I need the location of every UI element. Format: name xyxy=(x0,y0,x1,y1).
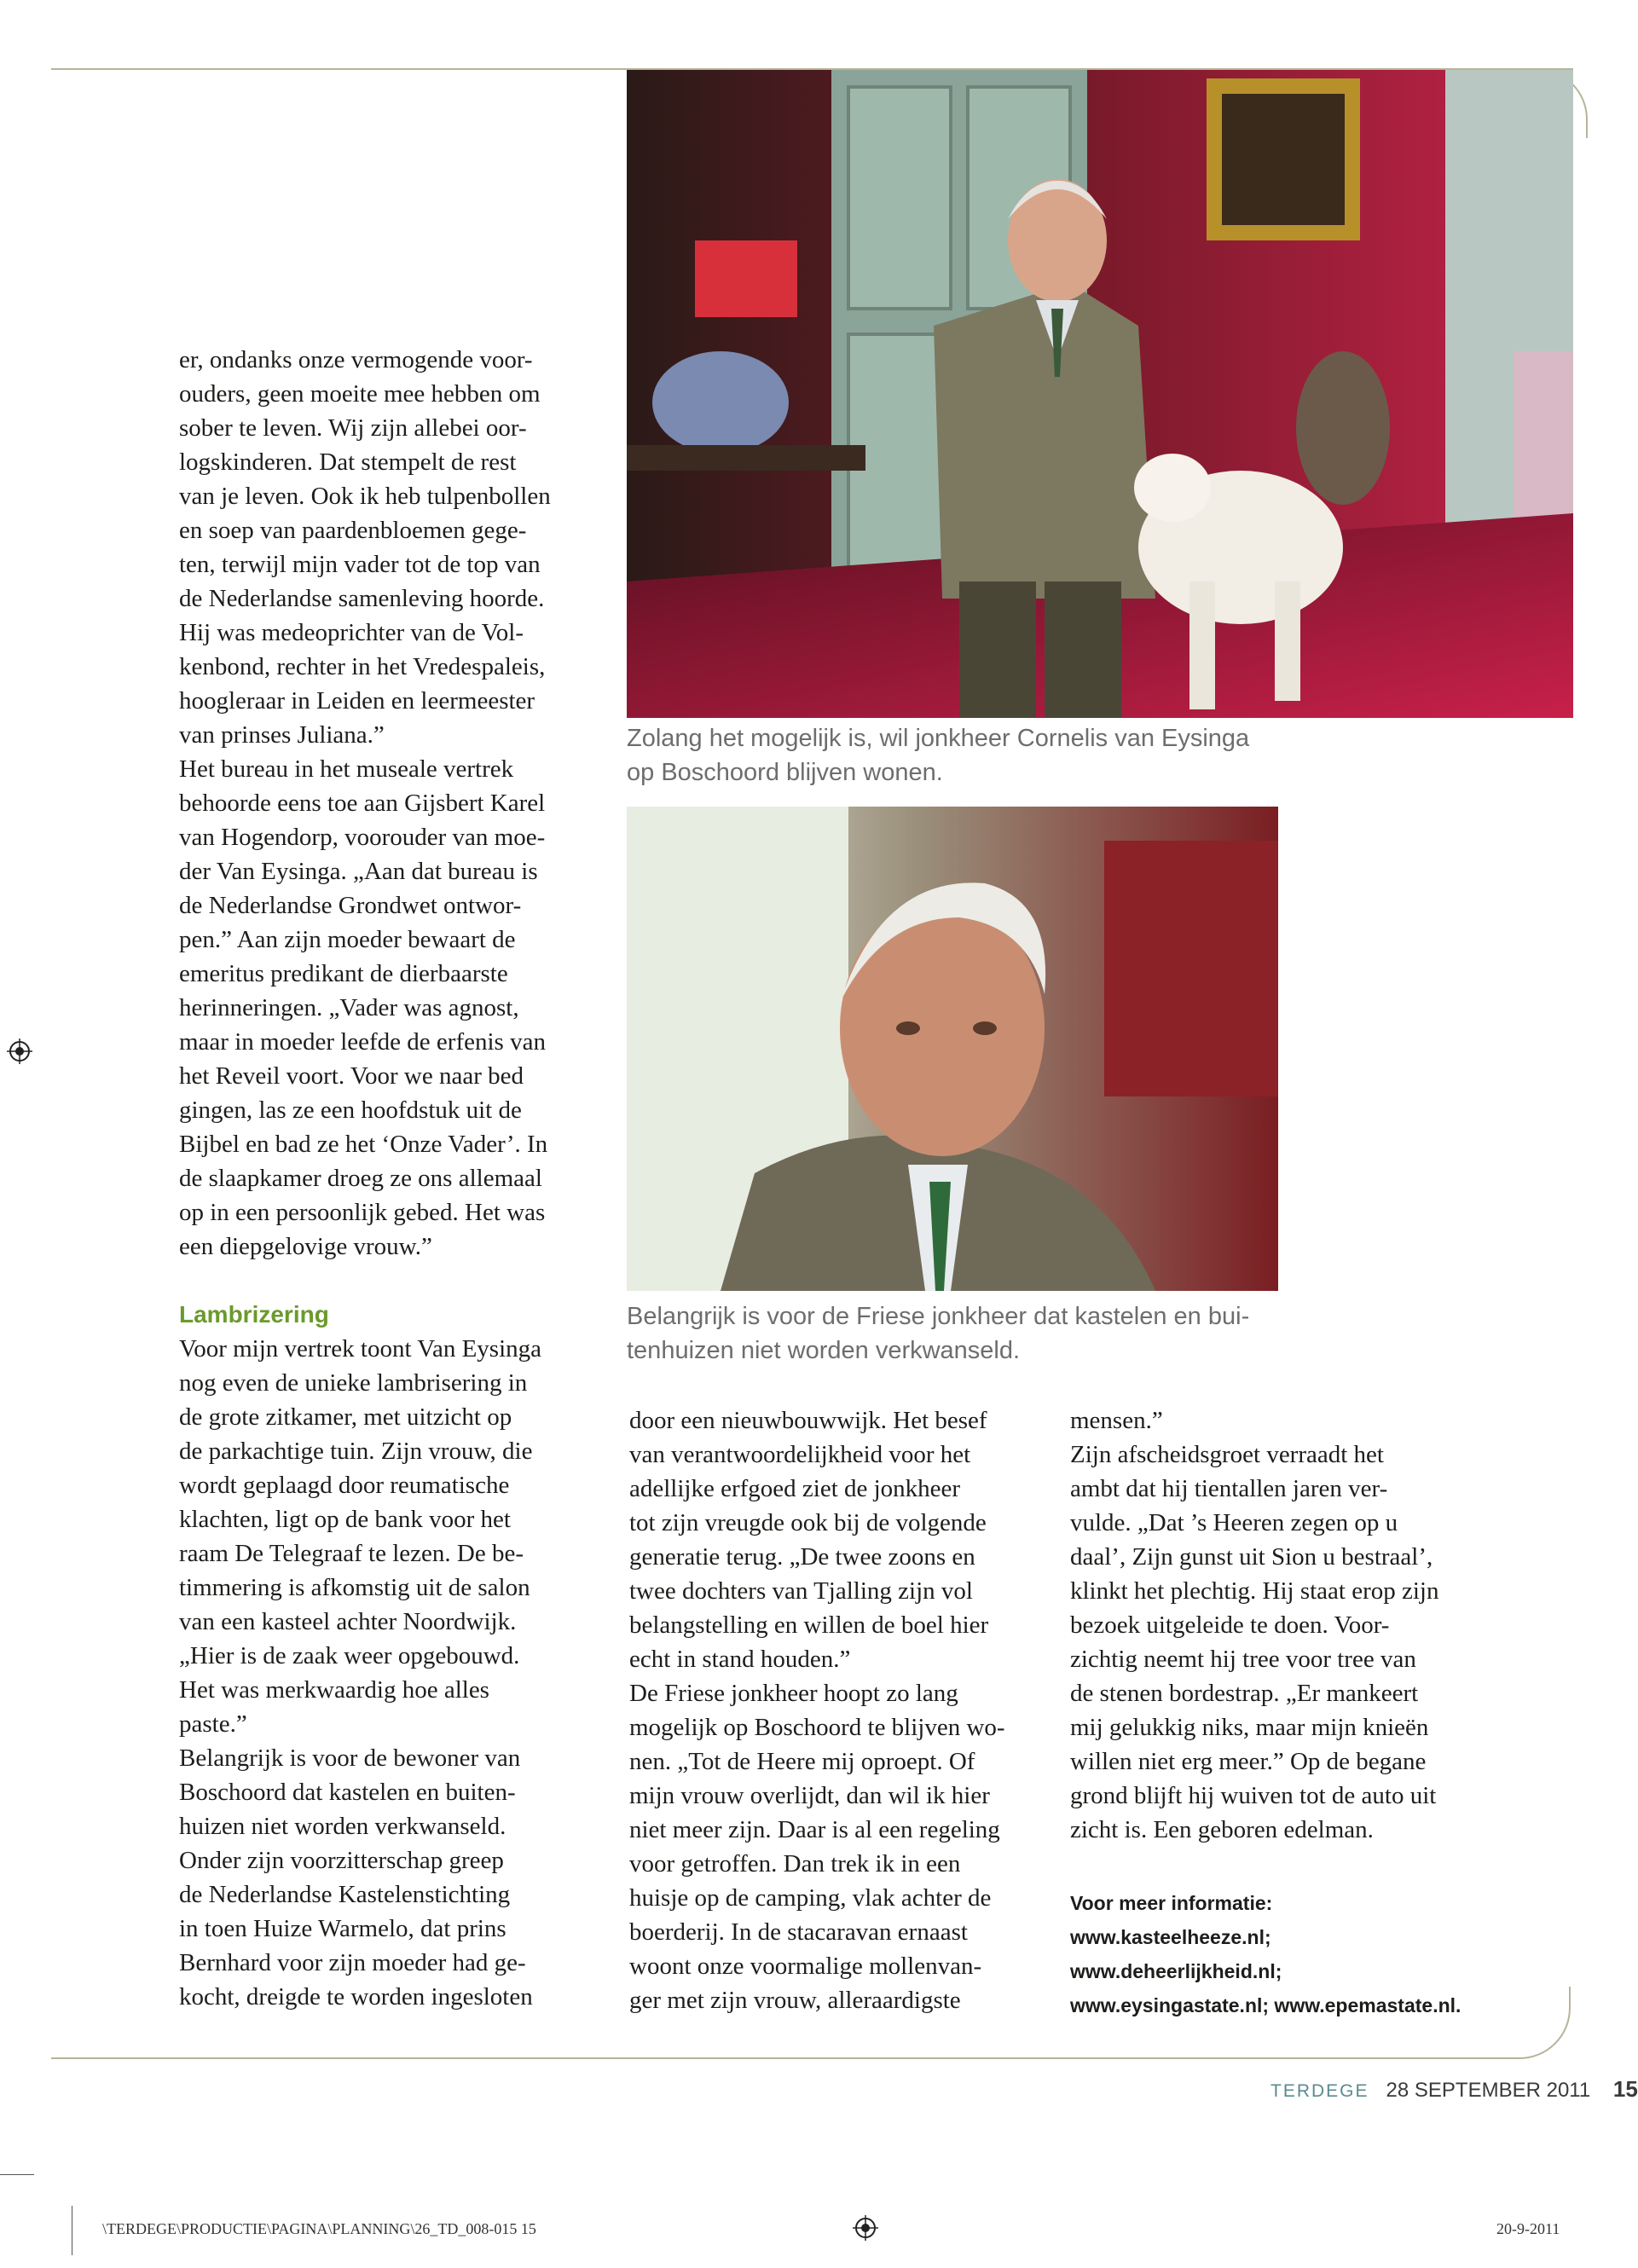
text-line: mensen.” xyxy=(1070,1407,1163,1434)
text-line: Zijn afscheidsgroet verraadt het xyxy=(1070,1441,1384,1468)
article-column-2 xyxy=(629,1403,1047,2017)
text-line: zichtig neemt hij tree voor tree van xyxy=(1070,1646,1416,1673)
caption-line: op Boschoord blijven wonen. xyxy=(627,759,943,786)
text-line: de grote zitkamer, met uitzicht op xyxy=(179,1403,512,1431)
text-line: woont onze voormalige mollenvan- xyxy=(629,1953,982,1980)
text-line: kenbond, rechter in het Vredespaleis, xyxy=(179,653,546,680)
magazine-name: TERDEGE xyxy=(1270,2081,1369,2101)
text-line: Hij was medeoprichter van de Vol- xyxy=(179,619,524,646)
caption-line: tenhuizen niet worden verkwanseld. xyxy=(627,1337,1021,1364)
issue-date: 28 SEPTEMBER 2011 xyxy=(1386,2079,1591,2102)
text-line: Belangrijk is voor de bewoner van xyxy=(179,1744,521,1772)
subheading: Lambrizering xyxy=(179,1301,329,1328)
info-link[interactable]: www.deheerlijkheid.nl; xyxy=(1070,1960,1282,1982)
text-line: huisje op de camping, vlak achter de xyxy=(629,1884,992,1912)
text-line: de Nederlandse Grondwet ontwor- xyxy=(179,892,522,919)
text-line: een diepgelovige vrouw.” xyxy=(179,1233,432,1260)
text-line: sober te leven. Wij zijn allebei oor- xyxy=(179,414,527,442)
text-line: vulde. „Dat ’s Heeren zegen op u xyxy=(1070,1509,1398,1536)
text-line: van je leven. Ook ik heb tulpenbollen xyxy=(179,483,551,510)
text-line: maar in moeder leefde de erfenis van xyxy=(179,1028,546,1056)
text-line: huizen niet worden verkwanseld. xyxy=(179,1813,506,1840)
print-slug-date: 20-9-2011 xyxy=(1496,2220,1560,2237)
text-line: ouders, geen moeite mee hebben om xyxy=(179,380,541,408)
text-line: voor getroffen. Dan trek ik in een xyxy=(629,1850,961,1877)
text-line: op in een persoonlijk gebed. Het was xyxy=(179,1199,546,1226)
text-line: echt in stand houden.” xyxy=(629,1646,851,1673)
caption-photo-1 xyxy=(627,721,1309,790)
article-column-3 xyxy=(1070,1403,1514,2022)
registration-mark-icon xyxy=(853,2215,878,2241)
text-line: twee dochters van Tjalling zijn vol xyxy=(629,1577,973,1605)
text-line: timmering is afkomstig uit de salon xyxy=(179,1574,530,1601)
text-line: mijn vrouw overlijdt, dan wil ik hier xyxy=(629,1782,990,1809)
text-line: Boschoord dat kastelen en buiten- xyxy=(179,1779,516,1806)
info-link[interactable]: www.kasteelheeze.nl; xyxy=(1070,1926,1271,1948)
registration-mark-icon xyxy=(7,1039,32,1064)
bottom-rule xyxy=(51,2057,1518,2059)
crop-mark xyxy=(0,2174,34,2175)
text-line: de parkachtige tuin. Zijn vrouw, die xyxy=(179,1438,533,1465)
print-slug-path: \TERDEGE\PRODUCTIE\PAGINA\PLANNING\26_TD_008-015 15 xyxy=(102,2220,536,2237)
text-line: de stenen bordestrap. „Er mankeert xyxy=(1070,1680,1419,1707)
text-line: kocht, dreigde te worden ingesloten xyxy=(179,1983,533,2011)
text-line: ambt dat hij tientallen jaren ver- xyxy=(1070,1475,1388,1502)
text-line: daal’, Zijn gunst uit Sion u bestraal’, xyxy=(1070,1543,1433,1571)
text-line: niet meer zijn. Daar is al een regeling xyxy=(629,1816,1000,1843)
text-line: Het was merkwaardig hoe alles xyxy=(179,1676,489,1704)
text-line: klinkt het plechtig. Hij staat erop zijn xyxy=(1070,1577,1439,1605)
text-line: van Hogendorp, voorouder van moe- xyxy=(179,824,546,851)
text-line: het Reveil voort. Voor we naar bed xyxy=(179,1062,524,1090)
text-line: logskinderen. Dat stempelt de rest xyxy=(179,448,517,476)
text-line: grond blijft hij wuiven tot de auto uit xyxy=(1070,1782,1437,1809)
text-line: er, ondanks onze vermogende voor- xyxy=(179,346,533,373)
text-line: emeritus predikant de dierbaarste xyxy=(179,960,508,987)
text-line: ger met zijn vrouw, alleraardigste xyxy=(629,1987,961,2014)
text-line: door een nieuwbouwwijk. Het besef xyxy=(629,1407,987,1434)
text-line: paste.” xyxy=(179,1710,247,1738)
text-line: hoogleraar in Leiden en leermeester xyxy=(179,687,535,715)
text-line: van verantwoordelijkheid voor het xyxy=(629,1441,971,1468)
text-line: De Friese jonkheer hoopt zo lang xyxy=(629,1680,958,1707)
text-line: willen niet erg meer.” Op de begane xyxy=(1070,1748,1427,1775)
text-line: generatie terug. „De twee zoons en xyxy=(629,1543,975,1571)
text-line: wordt geplaagd door reumatische xyxy=(179,1472,510,1499)
text-line: belangstelling en willen de boel hier xyxy=(629,1611,989,1639)
info-link[interactable]: www.eysingastate.nl; www.epemastate.nl. xyxy=(1070,1994,1461,2016)
info-heading: Voor meer informatie: xyxy=(1070,1892,1273,1914)
text-line: raam De Telegraaf te lezen. De be- xyxy=(179,1540,524,1567)
text-line: en soep van paardenbloemen gege- xyxy=(179,517,527,544)
text-line: gingen, las ze een hoofdstuk uit de xyxy=(179,1096,522,1124)
text-line: nen. „Tot de Heere mij oproept. Of xyxy=(629,1748,975,1775)
text-line: mogelijk op Boschoord te blijven wo- xyxy=(629,1714,1005,1741)
text-line: de slaapkamer droeg ze ons allemaal xyxy=(179,1165,542,1192)
photo-man-with-dog xyxy=(627,70,1573,718)
article-column-1 xyxy=(179,343,597,2014)
caption-line: Zolang het mogelijk is, wil jonkheer Cornelis van Eysinga xyxy=(627,725,1250,752)
text-line: Onder zijn voorzitterschap greep xyxy=(179,1847,504,1874)
text-line: adellijke erfgoed ziet de jonkheer xyxy=(629,1475,961,1502)
text-line: nog even de unieke lambrisering in xyxy=(179,1369,528,1397)
text-line: Bernhard voor zijn moeder had ge- xyxy=(179,1949,526,1976)
text-line: tot zijn vreugde ook bij de volgende xyxy=(629,1509,987,1536)
text-line: klachten, ligt op de bank voor het xyxy=(179,1506,511,1533)
caption-line: Belangrijk is voor de Friese jonkheer dat kastelen en bui- xyxy=(627,1303,1250,1330)
text-line: mij gelukkig niks, maar mijn knieën xyxy=(1070,1714,1429,1741)
text-line: de Nederlandse samenleving hoorde. xyxy=(179,585,545,612)
text-line: zicht is. Een geboren edelman. xyxy=(1070,1816,1374,1843)
page-number: 15 xyxy=(1612,2076,1638,2102)
text-line: „Hier is de zaak weer opgebouwd. xyxy=(179,1642,520,1669)
text-line: Bijbel en bad ze het ‘Onze Vader’. In xyxy=(179,1131,548,1158)
text-line: boerderij. In de stacaravan ernaast xyxy=(629,1918,968,1946)
info-block xyxy=(1070,1886,1514,2022)
text-line: van prinses Juliana.” xyxy=(179,721,385,749)
bottom-corner-curve xyxy=(1501,1987,1571,2059)
text-line: Het bureau in het museale vertrek xyxy=(179,755,514,783)
text-line: behoorde eens toe aan Gijsbert Karel xyxy=(179,790,546,817)
text-line: herinneringen. „Vader was agnost, xyxy=(179,994,519,1021)
text-line: in toen Huize Warmelo, dat prins xyxy=(179,1915,506,1942)
page-footer xyxy=(1270,2076,1638,2103)
text-line: bezoek uitgeleide te doen. Voor- xyxy=(1070,1611,1390,1639)
text-line: de Nederlandse Kastelenstichting xyxy=(179,1881,511,1908)
photo-portrait-jonkheer xyxy=(627,807,1278,1291)
text-line: Voor mijn vertrek toont Van Eysinga xyxy=(179,1335,542,1363)
text-line: pen.” Aan zijn moeder bewaart de xyxy=(179,926,516,953)
text-line: van een kasteel achter Noordwijk. xyxy=(179,1608,517,1635)
text-line: der Van Eysinga. „Aan dat bureau is xyxy=(179,858,538,885)
text-line: ten, terwijl mijn vader tot de top van xyxy=(179,551,541,578)
caption-photo-2 xyxy=(627,1299,1309,1368)
